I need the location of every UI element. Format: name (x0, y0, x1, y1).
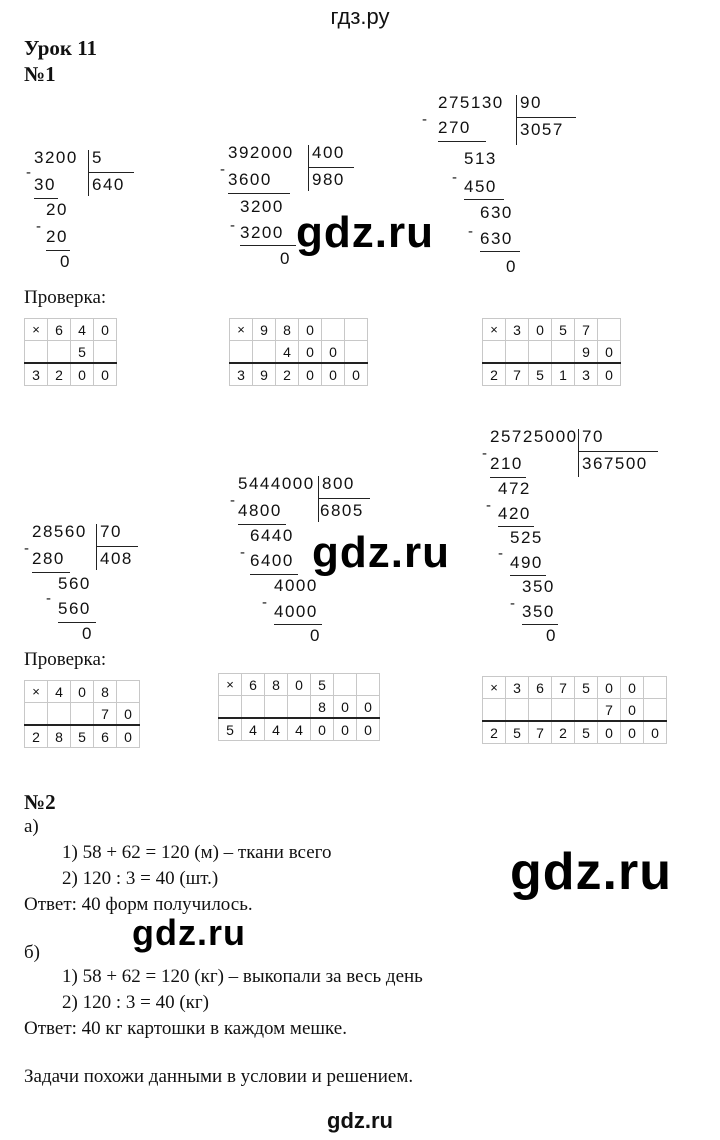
cell: 7 (94, 703, 117, 726)
quotient: 367500 (582, 454, 648, 473)
cell: 7 (506, 363, 529, 386)
quotient: 3057 (520, 120, 564, 139)
cell: 0 (598, 721, 621, 744)
step: 630 (480, 229, 513, 248)
cell: 9 (253, 319, 276, 341)
op-cell: × (230, 319, 253, 341)
cell: 5 (575, 721, 598, 744)
cell: 6 (242, 674, 265, 696)
cell: 2 (483, 721, 506, 744)
divisor: 70 (100, 522, 122, 541)
step: 6400 (250, 551, 294, 570)
division-1: 3200 5 640 - 30 20 - 20 0 (32, 148, 142, 288)
divisor: 90 (520, 93, 542, 112)
cell: 4 (276, 341, 299, 364)
division-6: 25725000 70 367500 - 210 472 - 420 525 - 490 350 - 350 0 (490, 427, 670, 652)
division-3: 275130 90 3057 - 270 513 - 450 630 - 630 0 (438, 93, 588, 283)
step: 0 (280, 249, 291, 268)
part-b-step-1: 1) 58 + 62 = 120 (кг) – выкопали за весь день (62, 966, 423, 987)
division-5: 5444000 800 6805 - 4800 6440 - 6400 4000 - 4000 0 (238, 474, 388, 649)
part-a-step-2: 2) 120 : 3 = 40 (шт.) (62, 868, 219, 889)
cell: 0 (299, 341, 322, 364)
cell: 0 (311, 718, 334, 741)
step: 4800 (238, 501, 282, 520)
divisor: 400 (312, 143, 345, 162)
op-cell: × (25, 681, 48, 703)
cell: 0 (71, 363, 94, 386)
step: 3200 (240, 223, 284, 242)
step: 20 (46, 227, 68, 246)
step: 513 (464, 149, 497, 168)
cell: 6 (48, 319, 71, 341)
watermark: gdz.ru (312, 528, 450, 577)
check-table-5 (218, 673, 380, 741)
watermark-footer: gdz.ru (327, 1108, 393, 1133)
part-b-label: б) (24, 942, 40, 963)
step: 350 (522, 577, 555, 596)
check-table-1 (24, 318, 117, 386)
cell: 7 (529, 721, 552, 744)
cell: 5 (71, 725, 94, 748)
cell: 4 (265, 718, 288, 741)
divisor: 5 (92, 148, 103, 167)
cell: 6 (529, 677, 552, 699)
cell: 5 (506, 721, 529, 744)
division-4: 28560 70 408 - 280 560 - 560 0 (32, 522, 152, 652)
quotient: 408 (100, 549, 133, 568)
cell: 5 (552, 319, 575, 341)
step: 630 (480, 203, 513, 222)
dividend: 28560 (32, 522, 87, 541)
step: 0 (546, 626, 557, 645)
cell: 2 (25, 725, 48, 748)
watermark: gdz.ru (296, 208, 434, 257)
cell: 4 (288, 718, 311, 741)
dividend: 3200 (34, 148, 78, 167)
cell: 0 (598, 341, 621, 364)
quotient: 640 (92, 175, 125, 194)
division-2: 392000 400 980 - 3600 3200 - 3200 0 (228, 143, 378, 283)
check-table-2 (229, 318, 368, 386)
part-b-step-2: 2) 120 : 3 = 40 (кг) (62, 992, 209, 1013)
step: 0 (82, 624, 93, 643)
op-cell: × (483, 677, 506, 699)
cell: 8 (94, 681, 117, 703)
cell: 3 (230, 363, 253, 386)
cell: 0 (288, 674, 311, 696)
cell: 8 (265, 674, 288, 696)
cell: 8 (48, 725, 71, 748)
cell: 0 (529, 319, 552, 341)
step: 0 (506, 257, 517, 276)
cell: 4 (71, 319, 94, 341)
cell: 7 (598, 699, 621, 722)
step: 472 (498, 479, 531, 498)
cell: 8 (276, 319, 299, 341)
quotient: 980 (312, 170, 345, 189)
cell: 0 (644, 721, 667, 744)
cell: 2 (48, 363, 71, 386)
cell: 7 (552, 677, 575, 699)
cell: 0 (334, 718, 357, 741)
step: 0 (60, 252, 71, 271)
divisor: 800 (322, 474, 355, 493)
conclusion: Задачи похожи данными в условии и решением. (24, 1066, 414, 1087)
cell: 5 (71, 341, 94, 364)
cell: 5 (311, 674, 334, 696)
cell: 0 (94, 319, 117, 341)
lesson-title: Урок 11 (24, 36, 98, 60)
cell: 7 (575, 319, 598, 341)
cell: 9 (575, 341, 598, 364)
part-a-answer: Ответ: 40 форм получилось. (24, 894, 253, 915)
step: 490 (510, 553, 543, 572)
cell: 0 (322, 363, 345, 386)
step: 280 (32, 549, 65, 568)
cell: 2 (483, 363, 506, 386)
cell: 0 (334, 696, 357, 719)
quotient: 6805 (320, 501, 364, 520)
check-label: Проверка: (24, 649, 107, 670)
check-table-3 (482, 318, 621, 386)
cell: 0 (94, 363, 117, 386)
dividend: 25725000 (490, 427, 578, 446)
cell: 5 (529, 363, 552, 386)
cell: 0 (621, 699, 644, 722)
cell: 0 (322, 341, 345, 364)
cell: 0 (299, 319, 322, 341)
step: 0 (310, 626, 321, 645)
divisor: 70 (582, 427, 604, 446)
cell: 0 (357, 718, 380, 741)
step: 420 (498, 504, 531, 523)
site-header: гдз.ру (330, 4, 390, 29)
cell: 0 (357, 696, 380, 719)
part-b-answer: Ответ: 40 кг картошки в каждом мешке. (24, 1018, 347, 1039)
cell: 4 (242, 718, 265, 741)
cell: 0 (117, 725, 140, 748)
dividend: 275130 (438, 93, 504, 112)
cell: 8 (311, 696, 334, 719)
cell: 0 (117, 703, 140, 726)
cell: 9 (253, 363, 276, 386)
task1-label: №1 (24, 62, 56, 86)
step: 560 (58, 599, 91, 618)
cell: 5 (575, 677, 598, 699)
step: 30 (34, 175, 56, 194)
op-cell: × (483, 319, 506, 341)
cell: 0 (598, 677, 621, 699)
dividend: 392000 (228, 143, 294, 162)
step: 4000 (274, 602, 318, 621)
cell: 2 (276, 363, 299, 386)
step: 20 (46, 200, 68, 219)
cell: 0 (621, 677, 644, 699)
cell: 4 (48, 681, 71, 703)
cell: 0 (299, 363, 322, 386)
watermark: gdz.ru (132, 912, 246, 953)
cell: 3 (575, 363, 598, 386)
step: 3200 (240, 197, 284, 216)
cell: 6 (94, 725, 117, 748)
dividend: 5444000 (238, 474, 315, 493)
check-label: Проверка: (24, 287, 107, 308)
step: 525 (510, 528, 543, 547)
cell: 0 (598, 363, 621, 386)
step: 350 (522, 602, 555, 621)
watermark: gdz.ru (510, 843, 672, 901)
cell: 5 (219, 718, 242, 741)
op-cell: × (219, 674, 242, 696)
part-a-step-1: 1) 58 + 62 = 120 (м) – ткани всего (62, 842, 332, 863)
step: 6440 (250, 526, 294, 545)
cell: 0 (345, 363, 368, 386)
part-a-label: а) (24, 816, 39, 837)
step: 450 (464, 177, 497, 196)
cell: 0 (621, 721, 644, 744)
cell: 2 (552, 721, 575, 744)
step: 270 (438, 118, 471, 137)
cell: 3 (25, 363, 48, 386)
cell: 3 (506, 319, 529, 341)
step: 210 (490, 454, 523, 473)
step: 4000 (274, 576, 318, 595)
cell: 1 (552, 363, 575, 386)
check-table-6 (482, 676, 667, 744)
check-table-4 (24, 680, 140, 748)
step: 3600 (228, 170, 272, 189)
op-cell: × (25, 319, 48, 341)
step: 560 (58, 574, 91, 593)
task2-label: №2 (24, 790, 56, 814)
cell: 0 (71, 681, 94, 703)
cell: 3 (506, 677, 529, 699)
